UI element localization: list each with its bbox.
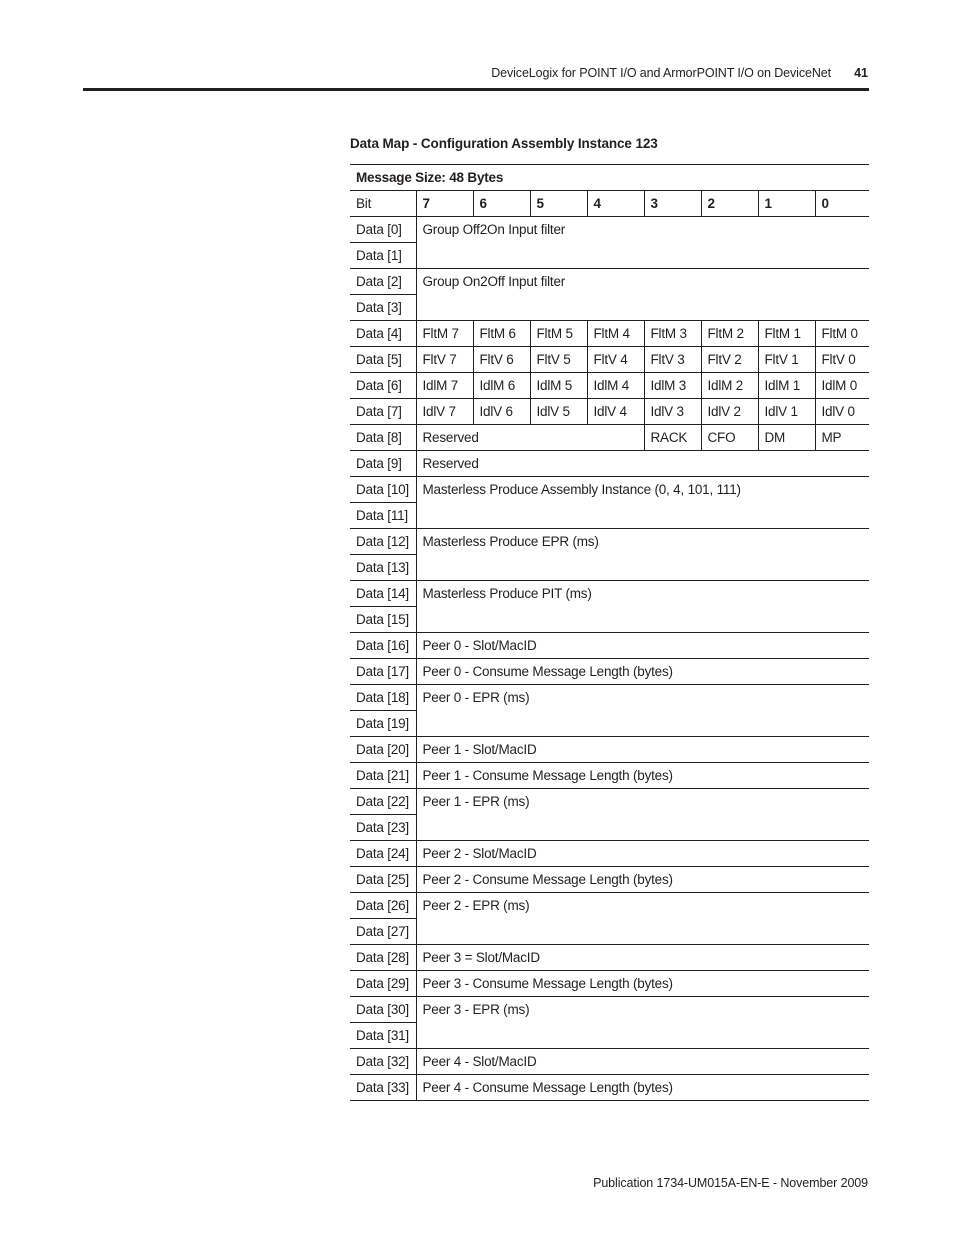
row-value: Masterless Produce EPR (ms) bbox=[416, 529, 869, 581]
table-row bbox=[350, 321, 869, 347]
row-label: Data [23] bbox=[350, 815, 416, 841]
bit-cell: FltV 3 bbox=[644, 347, 701, 373]
bit-cell: FltV 5 bbox=[530, 347, 587, 373]
row-value: Peer 1 - EPR (ms) bbox=[416, 789, 869, 841]
row-label: Data [20] bbox=[350, 737, 416, 763]
row-label: Data [29] bbox=[350, 971, 416, 997]
table-row bbox=[350, 737, 869, 763]
table-row bbox=[350, 373, 869, 399]
bit-cell: IdlV 5 bbox=[530, 399, 587, 425]
table-row bbox=[350, 685, 869, 711]
row-label: Data [4] bbox=[350, 321, 416, 347]
row-label: Data [18] bbox=[350, 685, 416, 711]
bit-cell: IdlV 3 bbox=[644, 399, 701, 425]
row-value: Group Off2On Input filter bbox=[416, 217, 869, 269]
bit-2: 2 bbox=[701, 191, 758, 217]
bit-cell: FltM 7 bbox=[416, 321, 473, 347]
bit-cell: FltV 2 bbox=[701, 347, 758, 373]
row-label: Data [12] bbox=[350, 529, 416, 555]
table-row bbox=[350, 399, 869, 425]
bit-4: 4 bbox=[587, 191, 644, 217]
row-label: Data [6] bbox=[350, 373, 416, 399]
row-label: Data [22] bbox=[350, 789, 416, 815]
table-row bbox=[350, 997, 869, 1023]
bit-cell: FltV 7 bbox=[416, 347, 473, 373]
rack-cell: RACK bbox=[644, 425, 701, 451]
table-row bbox=[350, 269, 869, 295]
row-value: Peer 0 - Consume Message Length (bytes) bbox=[416, 659, 869, 685]
reserved-cell: Reserved bbox=[416, 425, 644, 451]
row-value: Masterless Produce Assembly Instance (0, 4, 101, 111) bbox=[416, 477, 869, 529]
row-value: Peer 1 - Consume Message Length (bytes) bbox=[416, 763, 869, 789]
bit-header-row bbox=[350, 191, 869, 217]
row-label: Data [15] bbox=[350, 607, 416, 633]
row-label: Data [33] bbox=[350, 1075, 416, 1101]
bit-cell: IdlM 7 bbox=[416, 373, 473, 399]
row-label: Data [27] bbox=[350, 919, 416, 945]
row-label: Data [30] bbox=[350, 997, 416, 1023]
row-value: Peer 4 - Consume Message Length (bytes) bbox=[416, 1075, 869, 1101]
bit-cell: IdlM 4 bbox=[587, 373, 644, 399]
row-value: Group On2Off Input filter bbox=[416, 269, 869, 321]
bit-1: 1 bbox=[758, 191, 815, 217]
bit-cell: IdlV 7 bbox=[416, 399, 473, 425]
publication-footer: Publication 1734-UM015A-EN-E - November 2009 bbox=[593, 1176, 868, 1190]
table-row bbox=[350, 633, 869, 659]
row-label: Data [8] bbox=[350, 425, 416, 451]
bit-cell: IdlV 1 bbox=[758, 399, 815, 425]
row-label: Data [7] bbox=[350, 399, 416, 425]
bit-cell: IdlM 3 bbox=[644, 373, 701, 399]
message-size: Message Size: 48 Bytes bbox=[350, 165, 869, 191]
row-label: Data [9] bbox=[350, 451, 416, 477]
bit-cell: FltV 1 bbox=[758, 347, 815, 373]
table-row bbox=[350, 347, 869, 373]
row-value: Peer 4 - Slot/MacID bbox=[416, 1049, 869, 1075]
row-value: Peer 2 - EPR (ms) bbox=[416, 893, 869, 945]
bit-cell: IdlV 2 bbox=[701, 399, 758, 425]
bit-cell: IdlM 1 bbox=[758, 373, 815, 399]
row-label: Data [1] bbox=[350, 243, 416, 269]
bit-6: 6 bbox=[473, 191, 530, 217]
row-label: Data [0] bbox=[350, 217, 416, 243]
row-value: Peer 3 - Consume Message Length (bytes) bbox=[416, 971, 869, 997]
row-label: Data [16] bbox=[350, 633, 416, 659]
bit-cell: FltV 4 bbox=[587, 347, 644, 373]
table-row bbox=[350, 1049, 869, 1075]
row-label: Data [3] bbox=[350, 295, 416, 321]
table-row bbox=[350, 425, 869, 451]
row-label: Data [2] bbox=[350, 269, 416, 295]
bit-cell: FltM 6 bbox=[473, 321, 530, 347]
row-label: Data [31] bbox=[350, 1023, 416, 1049]
table-row bbox=[350, 789, 869, 815]
row-label: Data [21] bbox=[350, 763, 416, 789]
bit-cell: FltM 2 bbox=[701, 321, 758, 347]
row-label: Data [13] bbox=[350, 555, 416, 581]
table-row bbox=[350, 217, 869, 243]
row-label: Data [11] bbox=[350, 503, 416, 529]
row-label: Data [25] bbox=[350, 867, 416, 893]
row-value: Peer 1 - Slot/MacID bbox=[416, 737, 869, 763]
row-label: Data [5] bbox=[350, 347, 416, 373]
bit-cell: IdlV 6 bbox=[473, 399, 530, 425]
table-row bbox=[350, 893, 869, 919]
row-label: Data [19] bbox=[350, 711, 416, 737]
table-row bbox=[350, 659, 869, 685]
bit-5: 5 bbox=[530, 191, 587, 217]
table-row bbox=[350, 1075, 869, 1101]
header-rule bbox=[83, 88, 869, 91]
bit-7: 7 bbox=[416, 191, 473, 217]
table-row bbox=[350, 477, 869, 503]
page-number: 41 bbox=[854, 66, 868, 80]
message-size-row bbox=[350, 165, 869, 191]
table-row bbox=[350, 971, 869, 997]
bit-cell: FltV 6 bbox=[473, 347, 530, 373]
table-row bbox=[350, 529, 869, 555]
bit-cell: FltM 0 bbox=[815, 321, 869, 347]
bit-cell: FltM 5 bbox=[530, 321, 587, 347]
mp-cell: MP bbox=[815, 425, 869, 451]
config-assembly-data-map bbox=[350, 164, 869, 1101]
row-value: Peer 2 - Consume Message Length (bytes) bbox=[416, 867, 869, 893]
row-label: Data [17] bbox=[350, 659, 416, 685]
bit-cell: FltV 0 bbox=[815, 347, 869, 373]
table-row bbox=[350, 867, 869, 893]
table-row bbox=[350, 945, 869, 971]
row-value: Masterless Produce PIT (ms) bbox=[416, 581, 869, 633]
row-value: Peer 3 = Slot/MacID bbox=[416, 945, 869, 971]
row-label: Data [10] bbox=[350, 477, 416, 503]
row-value: Reserved bbox=[416, 451, 869, 477]
cfo-cell: CFO bbox=[701, 425, 758, 451]
bit-cell: IdlV 0 bbox=[815, 399, 869, 425]
bit-cell: FltM 4 bbox=[587, 321, 644, 347]
bit-cell: IdlM 0 bbox=[815, 373, 869, 399]
bit-cell: IdlM 2 bbox=[701, 373, 758, 399]
row-label: Data [24] bbox=[350, 841, 416, 867]
bit-cell: FltM 3 bbox=[644, 321, 701, 347]
bit-cell: IdlM 5 bbox=[530, 373, 587, 399]
bit-0: 0 bbox=[815, 191, 869, 217]
bit-label: Bit bbox=[350, 191, 416, 217]
bit-cell: FltM 1 bbox=[758, 321, 815, 347]
row-value: Peer 3 - EPR (ms) bbox=[416, 997, 869, 1049]
table-row bbox=[350, 581, 869, 607]
row-label: Data [26] bbox=[350, 893, 416, 919]
bit-3: 3 bbox=[644, 191, 701, 217]
row-value: Peer 2 - Slot/MacID bbox=[416, 841, 869, 867]
dm-cell: DM bbox=[758, 425, 815, 451]
row-value: Peer 0 - EPR (ms) bbox=[416, 685, 869, 737]
table-title: Data Map - Configuration Assembly Instance 123 bbox=[350, 136, 658, 151]
table-row bbox=[350, 841, 869, 867]
row-label: Data [28] bbox=[350, 945, 416, 971]
table-row bbox=[350, 763, 869, 789]
row-label: Data [14] bbox=[350, 581, 416, 607]
bit-cell: IdlM 6 bbox=[473, 373, 530, 399]
table-row bbox=[350, 451, 869, 477]
bit-cell: IdlV 4 bbox=[587, 399, 644, 425]
row-value: Peer 0 - Slot/MacID bbox=[416, 633, 869, 659]
row-label: Data [32] bbox=[350, 1049, 416, 1075]
running-header: DeviceLogix for POINT I/O and ArmorPOINT I/O on DeviceNet bbox=[491, 66, 831, 80]
